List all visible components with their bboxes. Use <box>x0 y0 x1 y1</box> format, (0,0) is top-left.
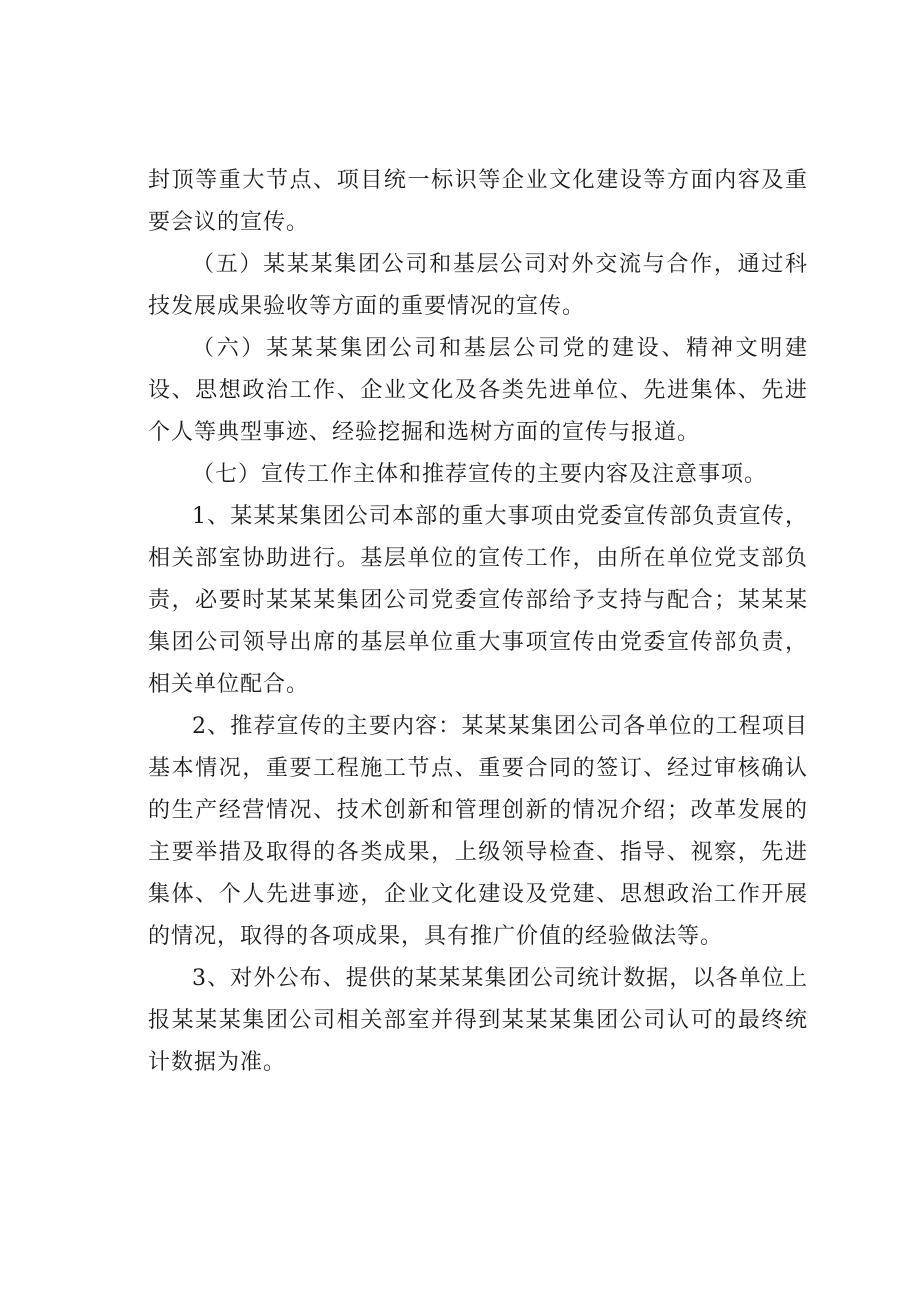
paragraph-continuation: 封顶等重大节点、项目统一标识等企业文化建设等方面内容及重要会议的宣传。 <box>148 168 808 235</box>
paragraph-item-6: （六）某某某集团公司和基层公司党的建设、精神文明建设、思想政治工作、企业文化及各类先进单位、先进集体、先进个人等典型事迹、经验挖掘和选树方面的宣传与报道。 <box>148 336 808 445</box>
paragraph-item-7-2: 2、推荐宣传的主要内容：某某某集团公司各单位的工程项目基本情况，重要工程施工节点、重要合同的签订、经过审核确认的生产经营情况、技术创新和管理创新的情况介绍；改革发展的主要举措及取得的各类成果，上级领导检查、指导、视察，先进集体、个人先进事迹，企业文化建设及党建、思想政治工作开展的情况，取得的各项成果，具有推广价值的经验做法等。 <box>148 714 808 949</box>
paragraph-item-7: （七）宣传工作主体和推荐宣传的主要内容及注意事项。 <box>192 462 768 487</box>
paragraph-item-7-3: 3、对外公布、提供的某某某集团公司统计数据，以各单位上报某某某集团公司相关部室并得到某某某集团公司认可的最终统计数据为准。 <box>148 966 808 1075</box>
paragraph-item-5: （五）某某某集团公司和基层公司对外交流与合作，通过科技发展成果验收等方面的重要情况的宣传。 <box>148 252 808 319</box>
document-body <box>148 160 808 1084</box>
paragraph-item-7-1: 1、某某某集团公司本部的重大事项由党委宣传部负责宣传，相关部室协助进行。基层单位的宣传工作，由所在单位党支部负责，必要时某某某集团公司党委宣传部给予支持与配合；某某某集团公司领导出席的基层单位重大事项宣传由党委宣传部负责，相关单位配合。 <box>148 504 808 697</box>
